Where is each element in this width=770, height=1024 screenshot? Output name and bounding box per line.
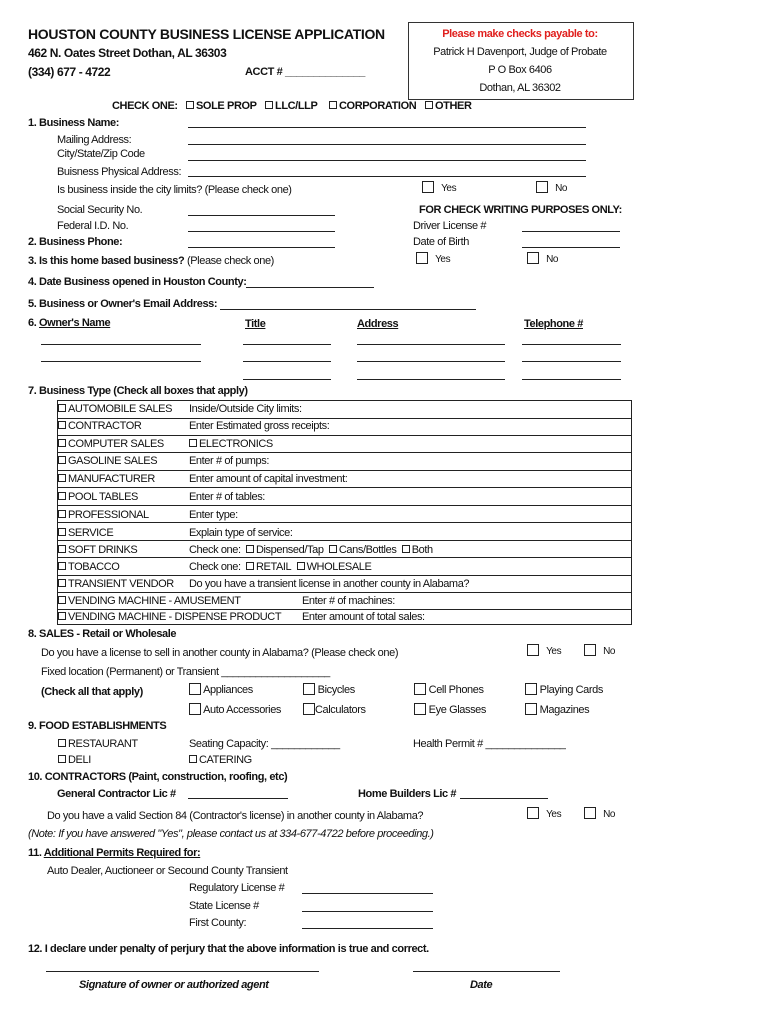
item-label: Eye Glasses xyxy=(428,704,487,716)
item-cell-phones[interactable] xyxy=(414,683,484,696)
type-transient-vendor[interactable] xyxy=(58,578,174,590)
owner-address-field[interactable] xyxy=(357,344,505,345)
type-detail: Enter # of tables: xyxy=(189,491,265,503)
mailing-address-label: Mailing Address: xyxy=(57,134,132,146)
home-based-label: 3. Is this home based business? xyxy=(28,255,185,267)
checkbox[interactable] xyxy=(58,456,66,464)
state-license-field[interactable] xyxy=(302,911,433,912)
checkbox[interactable] xyxy=(58,510,66,518)
inside-city-yes[interactable] xyxy=(422,181,456,194)
owner-telephone-field[interactable] xyxy=(522,379,621,380)
type-detail: Enter # of machines: xyxy=(302,595,395,607)
owner-address-header: Address xyxy=(357,318,399,330)
checkbox[interactable] xyxy=(58,739,66,747)
physical-address-label: Buisness Physical Address: xyxy=(57,166,182,178)
checkbox[interactable] xyxy=(297,562,305,570)
type-detail: Enter amount of capital investment: xyxy=(189,473,348,485)
option-label: Dispensed/Tap xyxy=(255,544,324,556)
type-label: COMPUTER SALES xyxy=(68,438,164,450)
checkbox[interactable] xyxy=(58,545,66,553)
type-gasoline-sales[interactable] xyxy=(58,455,157,467)
checkbox[interactable] xyxy=(525,683,537,695)
food-catering[interactable] xyxy=(189,754,252,766)
type-detail: Enter # of pumps: xyxy=(189,455,270,467)
type-detail: Inside/Outside City limits: xyxy=(189,403,302,415)
business-phone-label: 2. Business Phone: xyxy=(28,236,123,248)
checkbox[interactable] xyxy=(58,492,66,500)
type-detail: Enter Estimated gross receipts: xyxy=(189,420,330,432)
owner-telephone-header: Telephone # xyxy=(524,318,583,330)
item-appliances[interactable] xyxy=(189,683,253,696)
item-label: Magazines xyxy=(539,704,590,716)
auto-dealer-label: Auto Dealer, Auctioneer or Secound County Transient xyxy=(47,865,288,877)
row-divider xyxy=(58,505,631,506)
contractor-note: (Note: If you have answered "Yes", please contact us at 334-677-4722 before proceeding.) xyxy=(28,828,434,840)
checkbox[interactable] xyxy=(189,755,197,763)
dob-field[interactable] xyxy=(522,247,620,248)
type-label: TRANSIENT VENDOR xyxy=(68,578,174,590)
regulatory-license-field[interactable] xyxy=(302,893,433,894)
type-contractor[interactable] xyxy=(58,420,141,432)
mailing-address-field[interactable] xyxy=(188,144,586,145)
checkbox[interactable] xyxy=(58,528,66,536)
no-label: No xyxy=(603,809,616,820)
county-address: 462 N. Oates Street Dothan, AL 36303 xyxy=(28,46,227,60)
checkbox[interactable] xyxy=(425,101,433,109)
tobacco-check xyxy=(189,561,371,573)
fein-label: Federal I.D. No. xyxy=(57,220,129,232)
checkbox[interactable] xyxy=(246,562,254,570)
driver-license-field[interactable] xyxy=(522,231,620,232)
checkbox[interactable] xyxy=(584,644,596,656)
option-sole-prop[interactable] xyxy=(186,100,257,112)
option-corporation[interactable] xyxy=(329,100,416,112)
owner-address-field[interactable] xyxy=(357,361,505,362)
option-label: WHOLESALE xyxy=(306,561,372,573)
type-tobacco[interactable] xyxy=(58,561,119,573)
general-contractor-label: General Contractor Lic # xyxy=(57,788,176,800)
type-label: ELECTRONICS xyxy=(199,438,273,450)
yes-label: Yes xyxy=(435,254,451,265)
checkbox[interactable] xyxy=(584,807,596,819)
checkbox[interactable] xyxy=(329,545,337,553)
business-type-heading: 7. Business Type (Check all boxes that apply) xyxy=(28,385,248,397)
yes-label: Yes xyxy=(441,183,457,194)
type-automobile-sales[interactable] xyxy=(58,403,172,415)
row-divider xyxy=(58,575,631,576)
row-divider xyxy=(58,557,631,558)
payable-line3: Dothan, AL 36302 xyxy=(479,82,561,94)
type-label: MANUFACTURER xyxy=(68,473,155,485)
fein-field[interactable] xyxy=(188,231,335,232)
row-divider xyxy=(58,522,631,523)
owner-telephone-field[interactable] xyxy=(522,361,621,362)
type-label: PROFESSIONAL xyxy=(68,509,149,521)
fixed-location-field[interactable]: Fixed location (Permanent) or Transient ___________________ xyxy=(41,666,330,678)
item-label: Cell Phones xyxy=(428,684,484,696)
row-divider xyxy=(58,452,631,453)
permits-label: Additional Permits Required for: xyxy=(43,847,201,859)
physical-address-field[interactable] xyxy=(188,176,586,177)
checkbox[interactable] xyxy=(58,596,66,604)
home-builders-label: Home Builders Lic # xyxy=(358,788,457,800)
checkbox[interactable] xyxy=(58,579,66,587)
first-county-field[interactable] xyxy=(302,928,433,929)
type-manufacturer[interactable] xyxy=(58,473,155,485)
option-label: Both xyxy=(411,544,433,556)
ssn-label: Social Security No. xyxy=(57,204,143,216)
checkbox[interactable] xyxy=(58,755,66,763)
owner-telephone-field[interactable] xyxy=(522,344,621,345)
checkbox[interactable] xyxy=(329,101,337,109)
checkbox[interactable] xyxy=(527,807,539,819)
ssn-field[interactable] xyxy=(188,215,335,216)
owner-title-field[interactable] xyxy=(243,361,331,362)
owner-heading xyxy=(28,317,110,329)
type-label: GASOLINE SALES xyxy=(68,455,158,467)
item-label: Appliances xyxy=(203,684,253,696)
type-detail: Enter type: xyxy=(189,509,238,521)
checkbox[interactable] xyxy=(414,703,426,715)
payable-line2: P O Box 6406 xyxy=(488,64,552,76)
city-state-zip-field[interactable] xyxy=(188,160,586,161)
owner-number: 6. xyxy=(28,317,40,329)
option-label: OTHER xyxy=(435,100,472,112)
checkbox[interactable] xyxy=(58,404,66,412)
option-llc[interactable] xyxy=(265,100,317,112)
item-eye-glasses[interactable] xyxy=(414,703,486,716)
food-label: CATERING xyxy=(199,754,252,766)
type-professional[interactable] xyxy=(58,509,149,521)
no-label: No xyxy=(603,646,616,657)
inside-city-question: Is business inside the city limits? (Please check one) xyxy=(57,184,292,196)
email-field[interactable] xyxy=(220,309,476,310)
owner-title-field[interactable] xyxy=(243,379,331,380)
type-label: POOL TABLES xyxy=(68,491,138,503)
section84-yes[interactable] xyxy=(527,807,561,820)
payable-line1: Patrick H Davenport, Judge of Probate xyxy=(433,46,607,58)
state-license-label: State License # xyxy=(189,900,259,912)
checkbox[interactable] xyxy=(189,683,201,695)
home-based-hint: (Please check one) xyxy=(184,255,274,267)
type-vending-dispense[interactable] xyxy=(58,611,281,623)
home-based-question xyxy=(28,255,274,267)
item-label: Calculators xyxy=(315,704,366,716)
seating-capacity-field[interactable]: Seating Capacity: ____________ xyxy=(189,738,340,750)
checkbox[interactable] xyxy=(303,683,315,695)
row-divider xyxy=(58,592,631,593)
checkbox[interactable] xyxy=(58,562,66,570)
type-label: AUTOMOBILE SALES xyxy=(68,403,173,415)
food-restaurant[interactable] xyxy=(58,738,138,750)
checkbox[interactable] xyxy=(246,545,254,553)
checkbox[interactable] xyxy=(422,181,434,193)
general-contractor-field[interactable] xyxy=(188,798,288,799)
business-phone-field[interactable] xyxy=(188,247,335,248)
food-heading: 9. FOOD ESTABLISHMENTS xyxy=(28,720,167,732)
check-all-label: (Check all that apply) xyxy=(41,686,143,698)
checkbox[interactable] xyxy=(416,252,428,264)
inside-city-no[interactable] xyxy=(536,181,567,194)
type-soft-drinks[interactable] xyxy=(58,544,137,556)
type-label: TOBACCO xyxy=(68,561,120,573)
item-label: Auto Accessories xyxy=(203,704,282,716)
other-county-license-question: Do you have a license to sell in another county in Alabama? (Please check one) xyxy=(41,647,399,659)
check-writing-heading: FOR CHECK WRITING PURPOSES ONLY: xyxy=(419,204,622,216)
home-based-yes[interactable] xyxy=(416,252,450,265)
type-label: SERVICE xyxy=(68,527,114,539)
type-label: SOFT DRINKS xyxy=(68,544,138,556)
owner-name-field[interactable] xyxy=(41,344,201,345)
type-label: VENDING MACHINE - AMUSEMENT xyxy=(68,595,241,607)
type-detail: Enter amount of total sales: xyxy=(302,611,425,623)
email-label: 5. Business or Owner's Email Address: xyxy=(28,298,218,310)
item-playing-cards[interactable] xyxy=(525,683,603,696)
owner-title-header: Title xyxy=(245,318,266,330)
type-electronics[interactable] xyxy=(189,438,273,450)
permits-number: 11. xyxy=(28,847,44,859)
item-label: Playing Cards xyxy=(539,684,603,696)
checkbox[interactable] xyxy=(58,474,66,482)
item-label: Bicycles xyxy=(317,684,355,696)
option-label: Cans/Bottles xyxy=(338,544,397,556)
row-divider xyxy=(58,435,631,436)
dob-label: Date of Birth xyxy=(413,236,469,248)
date-caption: Date xyxy=(470,979,493,991)
checkbox[interactable] xyxy=(527,252,539,264)
row-divider xyxy=(58,609,631,610)
check-one-text: Check one: xyxy=(189,544,241,556)
date-opened-label: 4. Date Business opened in Houston County: xyxy=(28,276,247,288)
checkbox[interactable] xyxy=(189,439,197,447)
option-other[interactable] xyxy=(425,100,472,112)
option-label: RETAIL xyxy=(255,561,292,573)
yes-label: Yes xyxy=(546,809,562,820)
section84-question: Do you have a valid Section 84 (Contractor's license) in another county in Alabama? xyxy=(47,810,424,822)
checkbox[interactable] xyxy=(303,703,315,715)
type-label: CONTRACTOR xyxy=(68,420,142,432)
date-opened-field[interactable] xyxy=(246,287,374,288)
item-magazines[interactable] xyxy=(525,703,589,716)
first-county-label: First County: xyxy=(189,917,247,929)
sales-license-no[interactable] xyxy=(584,644,615,657)
checkbox[interactable] xyxy=(189,703,201,715)
checkbox[interactable] xyxy=(402,545,410,553)
check-one-label: CHECK ONE: xyxy=(112,100,178,112)
home-based-no[interactable] xyxy=(527,252,558,265)
item-calculators[interactable] xyxy=(303,703,366,716)
signature-caption: Signature of owner or authorized agent xyxy=(79,979,269,991)
yes-label: Yes xyxy=(546,646,562,657)
item-bicycles[interactable] xyxy=(303,683,355,696)
additional-permits-heading xyxy=(28,847,200,859)
checkbox[interactable] xyxy=(265,101,273,109)
owner-name-field[interactable] xyxy=(41,361,201,362)
county-phone: (334) 677 - 4722 xyxy=(28,65,111,79)
owner-address-field[interactable] xyxy=(357,379,505,380)
checkbox[interactable] xyxy=(527,644,539,656)
type-detail: Do you have a transient license in another county in Alabama? xyxy=(189,578,470,590)
checkbox[interactable] xyxy=(58,421,66,429)
option-label: SOLE PROP xyxy=(196,100,257,112)
option-label: CORPORATION xyxy=(339,100,417,112)
row-divider xyxy=(58,540,631,541)
checkbox[interactable] xyxy=(186,101,194,109)
page-title: HOUSTON COUNTY BUSINESS LICENSE APPLICATION xyxy=(28,26,385,42)
date-field[interactable] xyxy=(413,971,560,972)
food-label: RESTAURANT xyxy=(68,738,138,750)
row-divider xyxy=(58,487,631,488)
type-detail: Explain type of service: xyxy=(189,527,293,539)
soft-drinks-check xyxy=(189,544,433,556)
section84-no[interactable] xyxy=(584,807,615,820)
check-one-text: Check one: xyxy=(189,561,241,573)
option-label: LLC/LLP xyxy=(275,100,318,112)
checkbox[interactable] xyxy=(536,181,548,193)
item-auto-accessories[interactable] xyxy=(189,703,281,716)
type-vending-amusement[interactable] xyxy=(58,595,241,607)
type-computer-sales[interactable] xyxy=(58,438,164,450)
payable-title: Please make checks payable to: xyxy=(442,28,598,40)
no-label: No xyxy=(546,254,559,265)
signature-field[interactable] xyxy=(46,971,319,972)
checkbox[interactable] xyxy=(525,703,537,715)
city-state-zip-label: City/State/Zip Code xyxy=(57,148,145,160)
owner-title-field[interactable] xyxy=(243,344,331,345)
business-name-label: 1. Business Name: xyxy=(28,117,120,129)
type-service[interactable] xyxy=(58,527,113,539)
row-divider xyxy=(58,470,631,471)
food-label: DELI xyxy=(68,754,91,766)
declaration-text: 12. I declare under penalty of perjury that the above information is true and correct. xyxy=(28,943,429,955)
row-divider xyxy=(58,418,631,419)
business-name-field[interactable] xyxy=(188,127,586,128)
owner-name-header: Owner's Name xyxy=(39,317,111,329)
type-pool-tables[interactable] xyxy=(58,491,138,503)
sales-heading: 8. SALES - Retail or Wholesale xyxy=(28,628,177,640)
acct-number-field[interactable]: ACCT # ______________ xyxy=(245,66,366,78)
health-permit-field[interactable]: Health Permit # ______________ xyxy=(413,738,566,750)
driver-license-label: Driver License # xyxy=(413,220,487,232)
home-builders-field[interactable] xyxy=(460,798,548,799)
checkbox[interactable] xyxy=(58,439,66,447)
checkbox[interactable] xyxy=(414,683,426,695)
food-deli[interactable] xyxy=(58,754,91,766)
checkbox[interactable] xyxy=(58,612,66,620)
type-label: VENDING MACHINE - DISPENSE PRODUCT xyxy=(68,611,282,623)
no-label: No xyxy=(555,183,568,194)
contractors-heading: 10. CONTRACTORS (Paint, construction, roofing, etc) xyxy=(28,771,288,783)
sales-license-yes[interactable] xyxy=(527,644,561,657)
regulatory-license-label: Regulatory License # xyxy=(189,882,285,894)
